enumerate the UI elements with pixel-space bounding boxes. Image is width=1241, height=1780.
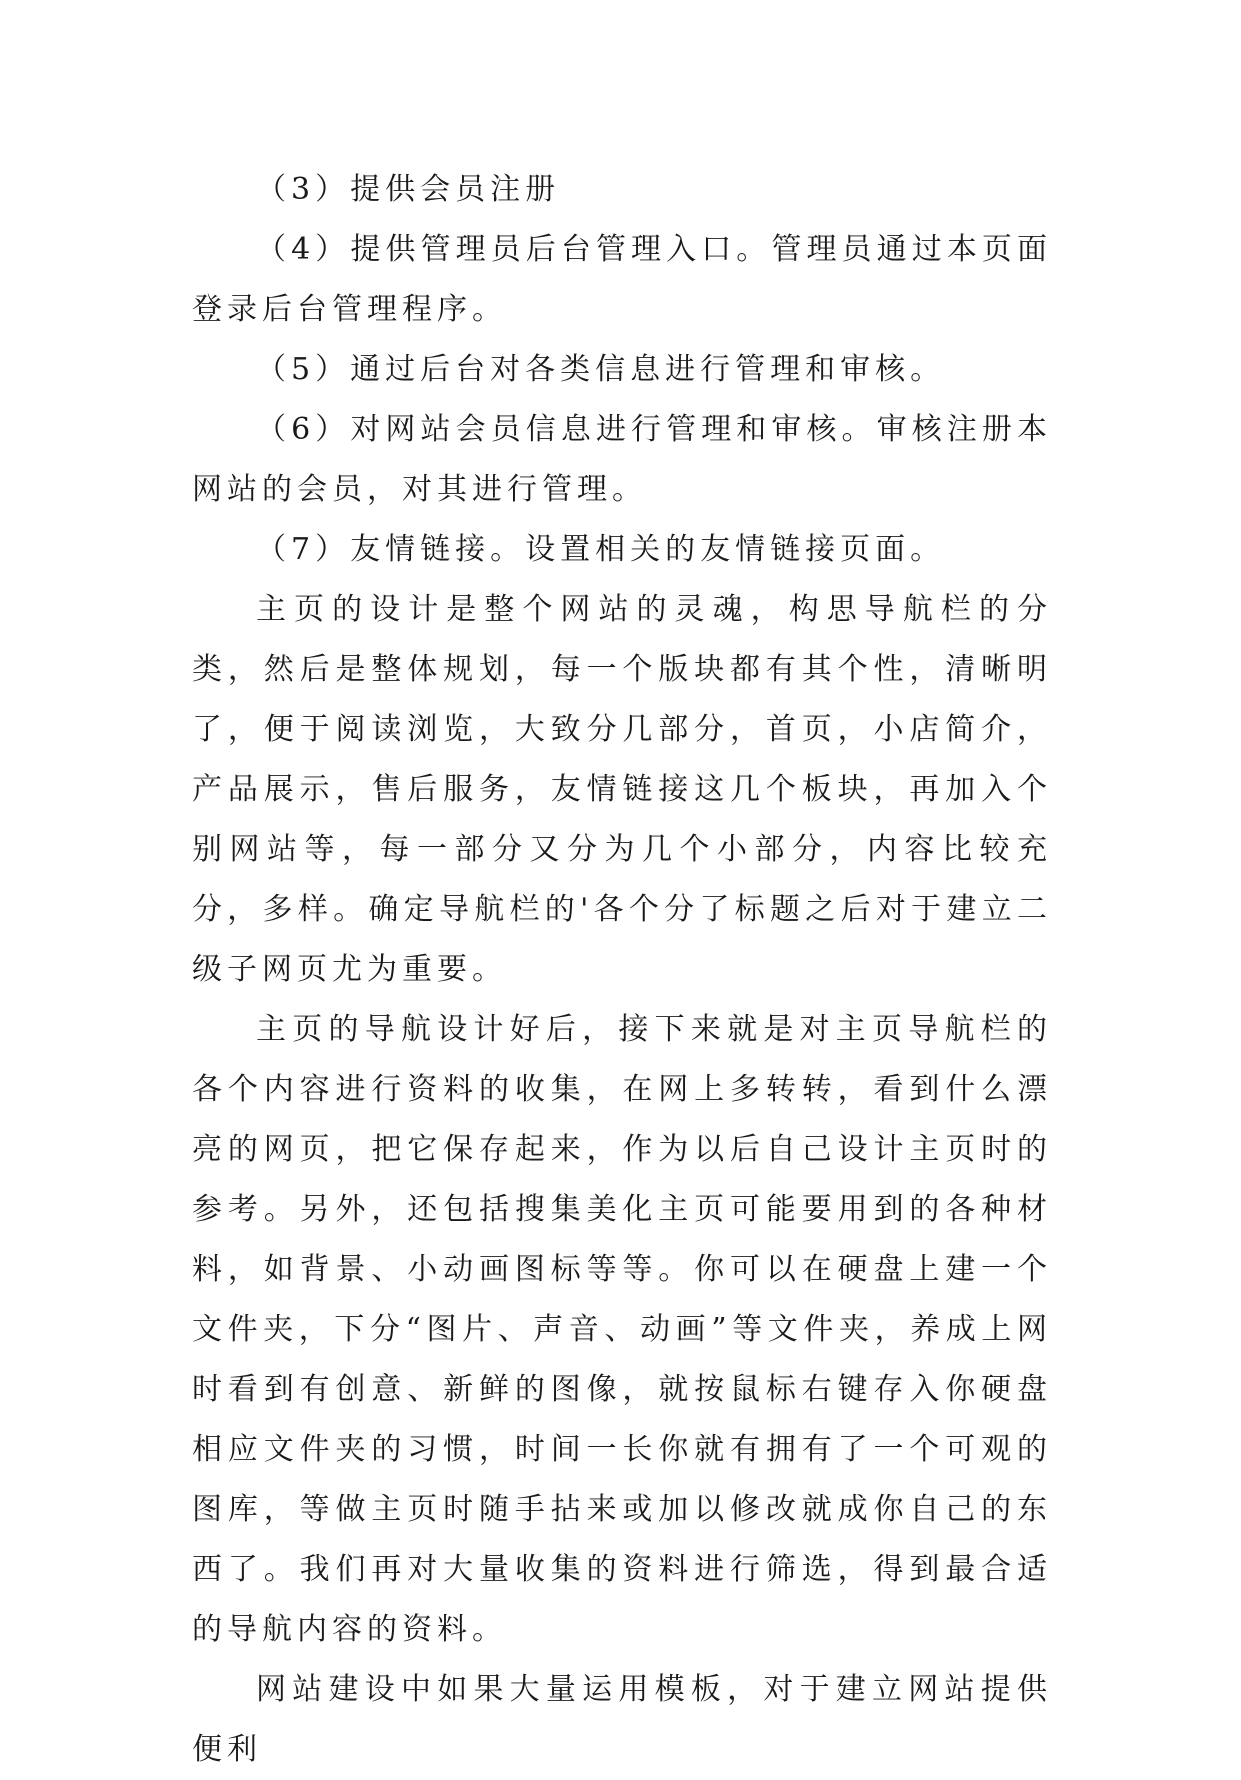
paragraph: 网站建设中如果大量运用模板，对于建立网站提供便利: [192, 1672, 1052, 1767]
list-item: （4）提供管理员后台管理入口。管理员通过本页面登录后台管理程序。: [192, 232, 1052, 327]
document-body: [192, 160, 1052, 1780]
list-item: （6）对网站会员信息进行管理和审核。审核注册本网站的会员，对其进行管理。: [192, 412, 1052, 507]
list-item: （7）友情链接。设置相关的友情链接页面。: [256, 532, 946, 567]
paragraph: 主页的导航设计好后，接下来就是对主页导航栏的各个内容进行资料的收集，在网上多转转，看到什么漂亮的网页，把它保存起来，作为以后自己设计主页时的参考。另外，还包括搜集美化主页可能要用到的各种材料，如背景、小动画图标等等。你可以在硬盘上建一个文件夹，下分“图片、声音、动画”等文件夹，养成上网时看到有创意、新鲜的图像，就按鼠标右键存入你硬盘相应文件夹的习惯，时间一长你就有拥有了一个可观的图库，等做主页时随手拈来或加以修改就成你自己的东西了。我们再对大量收集的资料进行筛选，得到最合适的导航内容的资料。: [192, 1012, 1052, 1647]
paragraph: 主页的设计是整个网站的灵魂，构思导航栏的分类，然后是整体规划，每一个版块都有其个性，清晰明了，便于阅读浏览，大致分几部分，首页，小店简介，产品展示，售后服务，友情链接这几个板块，再加入个别网站等，每一部分又分为几个小部分，内容比较充分，多样。确定导航栏的'各个分了标题之后对于建立二级子网页尤为重要。: [192, 592, 1052, 987]
list-item: （3）提供会员注册: [256, 172, 561, 207]
list-item: （5）通过后台对各类信息进行管理和审核。: [256, 352, 946, 387]
